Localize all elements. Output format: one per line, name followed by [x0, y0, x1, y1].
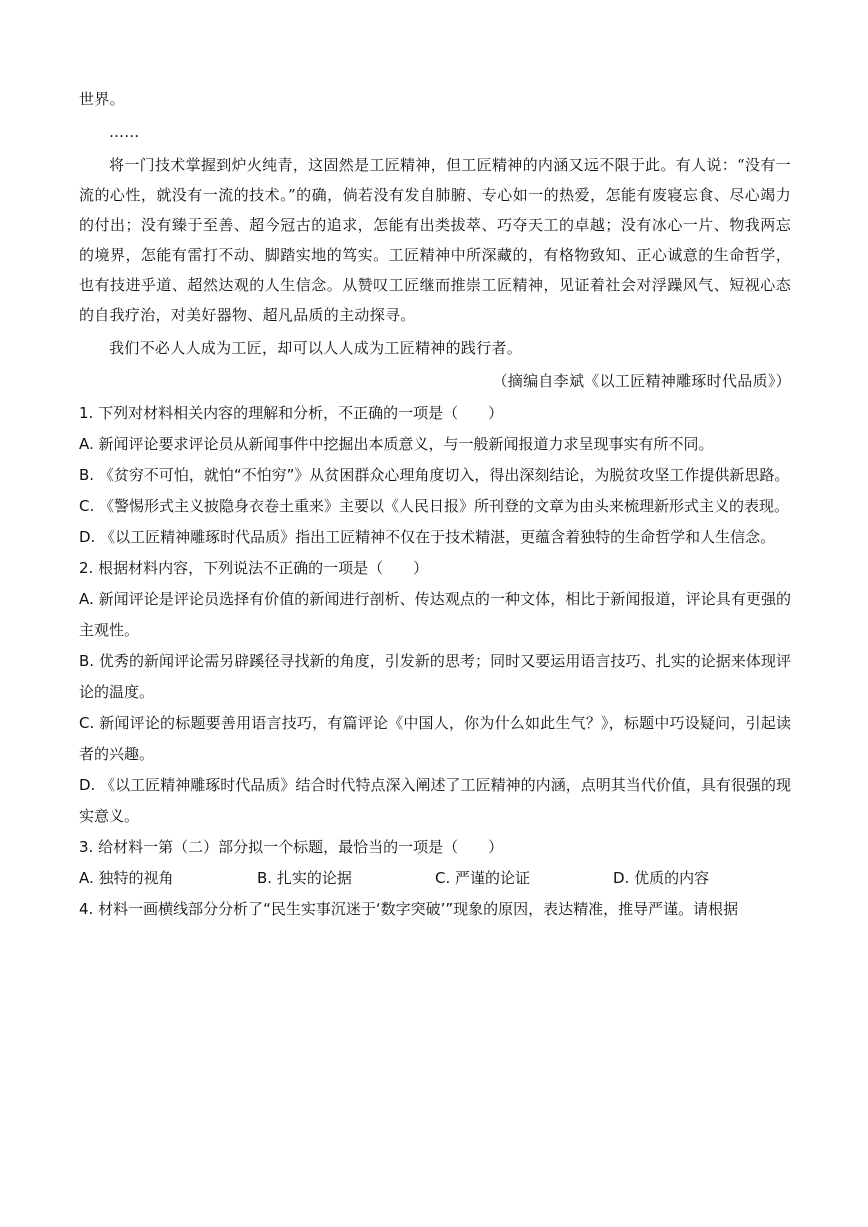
question-1-option-a: A. 新闻评论要求评论员从新闻事件中挖掘出本质意义，与一般新闻报道力求呈现事实有所不同。: [79, 435, 714, 453]
question-2: [79, 553, 791, 832]
question-3-option-a: A. 独特的视角: [79, 869, 174, 887]
passage-ellipsis: ……: [109, 123, 140, 141]
document-page: [79, 84, 791, 925]
question-4: [79, 894, 791, 925]
question-1-option-b: B. 《贫穷不可怕，就怕“不怕穷”》从贫困群众心理角度切入，得出深刻结论，为脱贫攻坚工作提供新思路。: [79, 466, 790, 484]
passage-line-0: 世界。: [79, 90, 125, 108]
question-3-option-c: C. 严谨的论证: [435, 869, 531, 887]
passage-paragraph-1: 将一门技术掌握到炉火纯青，这固然是工匠精神，但工匠精神的内涵又远不限于此。有人说：“没有一流的心性，就没有一流的技术。”的确，倘若没有发自肺腑、专心如一的热爱，怎能有废寝忘食、尽心竭力的付出；没有臻于至善、超今冠古的追求，怎能有出类拔萃、巧夺天工的卓越；没有冰心一片、物我两忘的境界，怎能有雷打不动、脚踏实地的笃实。工匠精神中所深藏的，有格物致知、正心诚意的生命哲学，也有技进乎道、超然达观的人生信念。从赞叹工匠继而推崇工匠精神，见证着社会对浮躁风气、短视心态的自我疗治，对美好器物、超凡品质的主动探寻。: [79, 156, 791, 324]
question-2-option-b: B. 优秀的新闻评论需另辟蹊径寻找新的角度，引发新的思考；同时又要运用语言技巧、扎实的论据来体现评论的温度。: [79, 652, 791, 701]
question-3-options: [79, 863, 791, 894]
question-3: [79, 832, 791, 894]
question-3-option-d: D. 优质的内容: [613, 869, 710, 887]
question-2-stem: 2. 根据材料内容，下列说法不正确的一项是（ ）: [79, 559, 429, 577]
question-1: [79, 398, 791, 553]
question-3-option-b: B. 扎实的论据: [257, 869, 352, 887]
question-1-stem: 1. 下列对材料相关内容的理解和分析，不正确的一项是（ ）: [79, 404, 504, 422]
question-2-option-a: A. 新闻评论是评论员选择有价值的新闻进行剖析、传达观点的一种文体，相比于新闻报道，评论具有更强的主观性。: [79, 590, 791, 639]
question-1-option-d: D. 《以工匠精神雕琢时代品质》指出工匠精神不仅在于技术精湛，更蕴含着独特的生命哲学和人生信念。: [79, 528, 776, 546]
question-2-option-c: C. 新闻评论的标题要善用语言技巧，有篇评论《中国人，你为什么如此生气？》，标题中巧设疑问，引起读者的兴趣。: [79, 714, 791, 763]
question-4-stem: 4. 材料一画横线部分分析了“民生实事沉迷于‘数字突破’”现象的原因，表达精准，推导严谨。请根据: [79, 900, 739, 918]
question-1-option-c: C. 《警惕形式主义披隐身衣卷土重来》主要以《人民日报》所刊登的文章为由头来梳理新形式主义的表现。: [79, 497, 790, 515]
passage-source: （摘编自李斌《以工匠精神雕琢时代品质》）: [492, 372, 791, 390]
question-3-stem: 3. 给材料一第（二）部分拟一个标题，最恰当的一项是（ ）: [79, 838, 504, 856]
passage-paragraph-2: 我们不必人人成为工匠，却可以人人成为工匠精神的践行者。: [109, 339, 523, 357]
question-2-option-d: D. 《以工匠精神雕琢时代品质》结合时代特点深入阐述了工匠精神的内涵，点明其当代价值，具有很强的现实意义。: [79, 776, 791, 825]
